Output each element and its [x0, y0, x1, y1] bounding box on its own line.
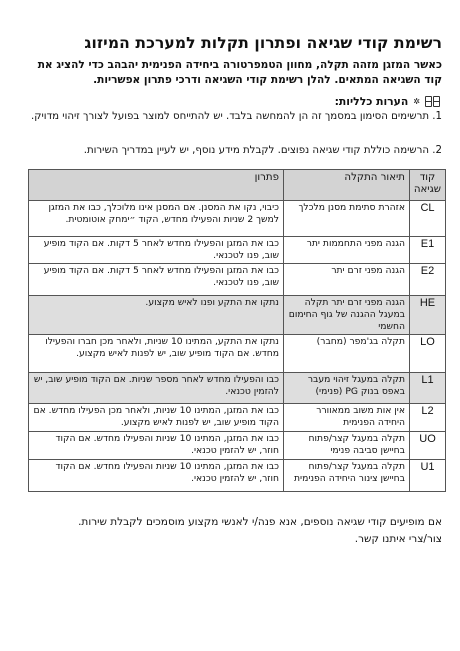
- intro-line: קוד השגיאה המתאים. להלן רשימת קודי השגיאה ודרכי פתרון אפשריות.: [93, 73, 442, 86]
- error-code-cell: E1: [410, 237, 446, 264]
- solution-cell: כבו את המזגן והפעילו מחדש לאחר 5 דקות. אם הקוד מופיע שוב, פנו לטכנאי.: [29, 237, 284, 264]
- segment-display-icon: [425, 96, 440, 107]
- error-code-cell: LO: [410, 335, 446, 373]
- solution-cell: כבו את המזגן והפעילו מחדש לאחר 5 דקות. אם הקוד מופיע שוב, פנו לטכנאי.: [29, 264, 284, 296]
- description-cell: הגנה מפני התחממות יתר: [284, 237, 410, 264]
- error-code-cell: HE: [410, 296, 446, 335]
- notes-heading: [335, 95, 442, 108]
- description-cell: תקלה במעגל זיהוי מעבר באפס בנוק PG (פנימי): [284, 373, 410, 404]
- table-row: [29, 264, 446, 296]
- page-title: רשימת קודי שגיאה ופתרון תקלות למערכת המיזוג: [84, 34, 442, 52]
- table-row: [29, 201, 446, 237]
- solution-cell: כבו והפעילו מחדש לאחר מספר שניות. אם הקוד מופיע שוב, יש להזמין טכנאי.: [29, 373, 284, 404]
- intro-paragraph: [10, 58, 442, 87]
- notes-heading-text: הערות כלליות:: [334, 95, 409, 108]
- header-description: תיאור התקלה: [284, 170, 410, 201]
- description-cell: תקלה במעגל קצר/פתוח בחיישן סביבה פנימי: [284, 432, 410, 460]
- error-code-cell: CL: [410, 201, 446, 237]
- note-item: 1. תרשימים הסימון במסמך זה הן להמחשה בלבד. יש להתייחס למוצר בפועל לצורך זיהוי מדויק.: [31, 111, 442, 122]
- intro-line: כאשר המזגן מזהה תקלה, מחוון הטמפרטורה ביחידה הפנימית יהבהב כדי להציג את: [37, 59, 442, 71]
- table-row: [29, 404, 446, 432]
- solution-cell: נתקו את התקע, המתינו 10 שניות, ולאחר מכן חברו והפעילו מחדש. אם הקוד מופיע שוב, יש לפנות לאיש מקצוע.: [29, 335, 284, 373]
- error-code-table: [28, 169, 446, 492]
- error-code-cell: E2: [410, 264, 446, 296]
- error-code-cell: U1: [410, 460, 446, 492]
- solution-cell: כבו את המזגן, המתינו 10 שניות, ולאחר מכן הפעילו מחדש. אם הקוד מופיע שוב, יש לפנות לאיש מקצוע.: [29, 404, 284, 432]
- solution-cell: כיבוי, נקו את המסנן. אם המסנן אינו מלוכלך, כבו את המזגן למשך 2 שניות והפעילו מחדש, הקוד ״ימחק אוטומטית.: [29, 201, 284, 237]
- footer-line: אם מופיעים קודי שגיאה נוספים, אנא פנה/י לאנשי מקצוע מוסמכים לקבלת שירות.: [78, 516, 442, 528]
- table-row: [29, 296, 446, 335]
- header-solution: פתרון: [29, 170, 284, 201]
- error-code-cell: UO: [410, 432, 446, 460]
- table-row: [29, 460, 446, 492]
- solution-cell: נתקו את התקע ופנו לאיש מקצוע.: [29, 296, 284, 335]
- error-code-cell: L1: [410, 373, 446, 404]
- table-row: [29, 373, 446, 404]
- description-cell: אין אות משוב ממאוורר היחידה הפנימית: [284, 404, 410, 432]
- error-code-cell: L2: [410, 404, 446, 432]
- description-cell: אזהרת סתימת מסנן מלכלך: [284, 201, 410, 237]
- footer-note: [12, 514, 442, 548]
- solution-cell: כבו את המזגן, המתינו 10 שניות והפעילו מחדש. אם הקוד חוזר, יש להזמין טכנאי.: [29, 460, 284, 492]
- description-cell: תקלה במעגל קצר/פתוח בחיישן צינור היחידה הפנימית: [284, 460, 410, 492]
- gear-bullet-icon: ✲: [413, 97, 420, 106]
- table-row: [29, 237, 446, 264]
- note-item: 2. הרשימה כוללת קודי שגיאה נפוצים. לקבלת מידע נוסף, יש לעיין במדריך השירות.: [83, 145, 442, 156]
- table-row: [29, 335, 446, 373]
- footer-line: צור/צרי איתנו קשר.: [354, 533, 442, 545]
- solution-cell: כבו את המזגן, המתינו 10 שניות והפעילו מחדש. אם הקוד חוזר, יש להזמין טכנאי.: [29, 432, 284, 460]
- table-header-row: [29, 170, 446, 201]
- table-row: [29, 432, 446, 460]
- description-cell: הגנה מפני זרם יתר תקלה במעגל ההגנה של גוף החימום החשמי: [284, 296, 410, 335]
- header-code: קוד שגיאה: [410, 170, 446, 201]
- description-cell: תקלה בג'מפר (מחבר): [284, 335, 410, 373]
- description-cell: הגנה מפני זרם יתר: [284, 264, 410, 296]
